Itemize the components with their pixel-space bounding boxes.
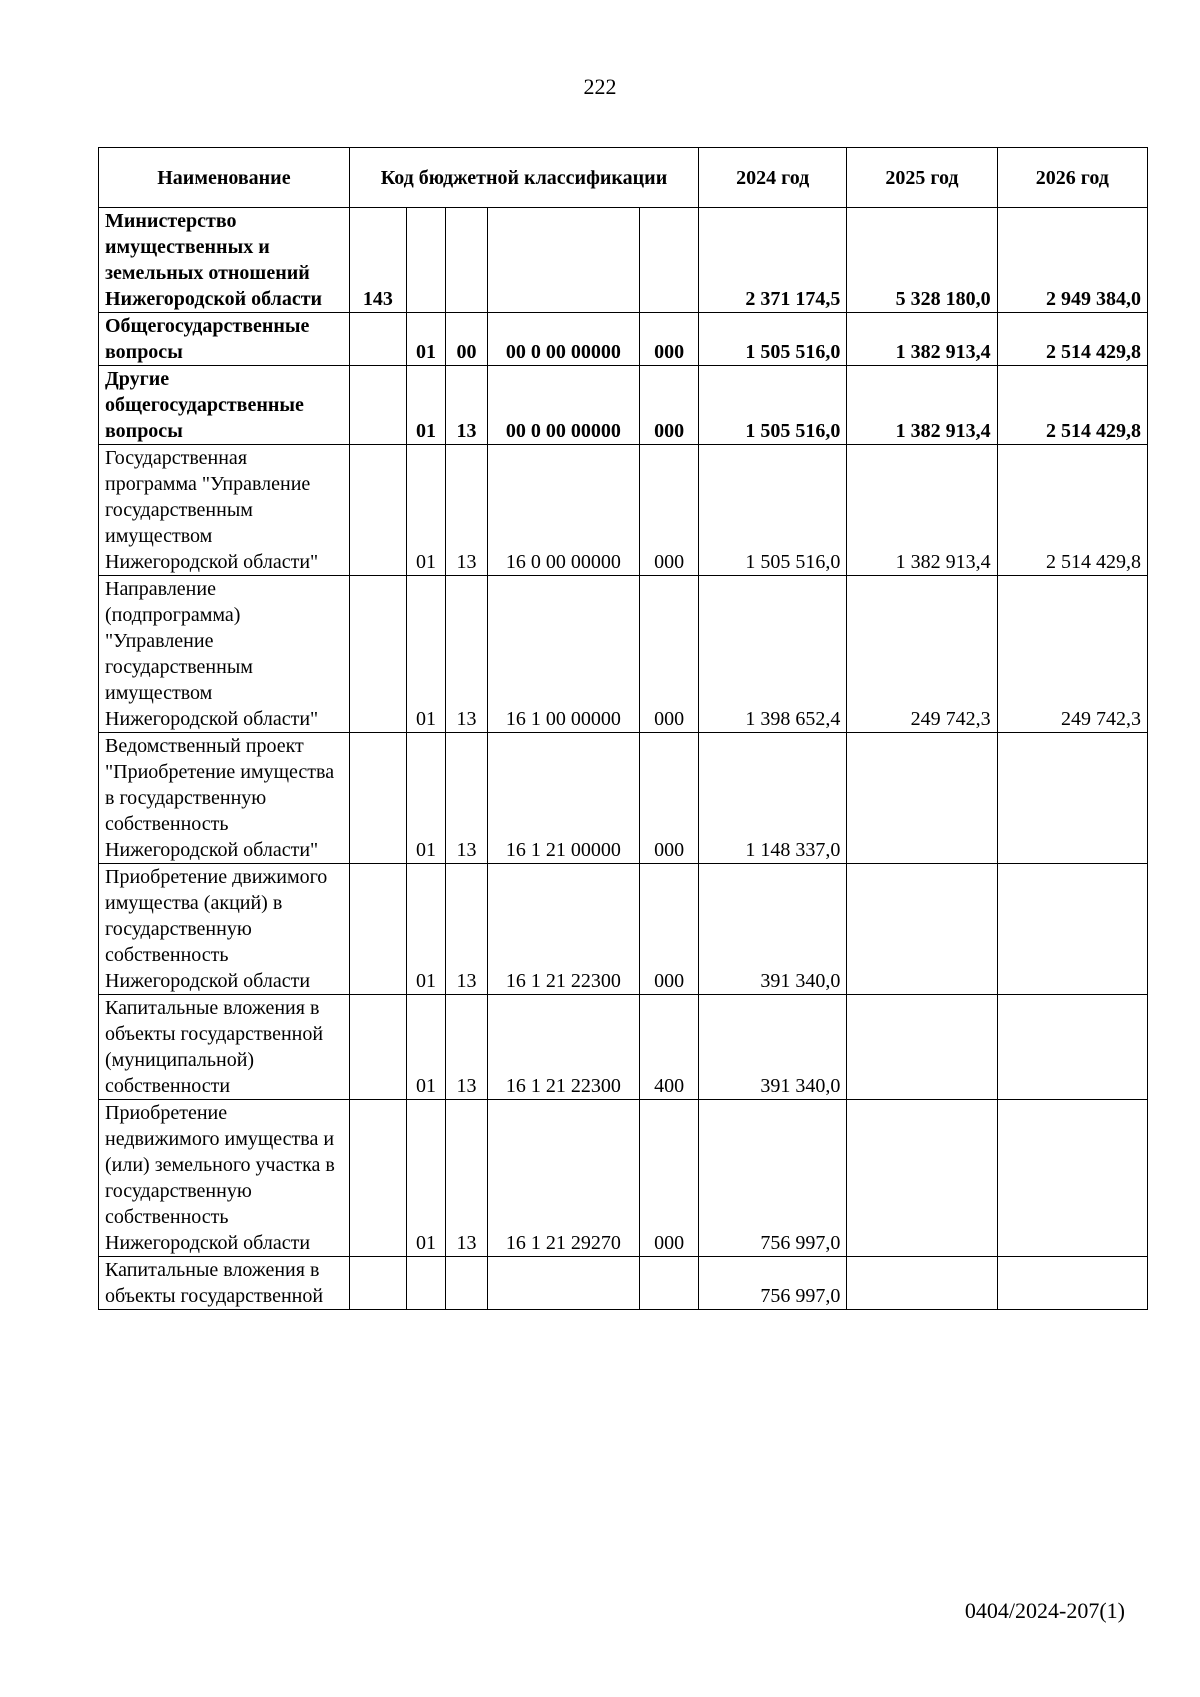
row-target-code: 00 0 00 00000: [487, 313, 639, 366]
row-2025-value: [847, 1100, 997, 1257]
row-2025-value: [847, 733, 997, 864]
header-2025: 2025 год: [847, 148, 997, 208]
row-2024-value: 1 398 652,4: [699, 576, 847, 733]
row-dept-code: [349, 864, 406, 995]
row-section: [406, 1257, 445, 1310]
table-row: [99, 576, 1148, 733]
row-section: 01: [406, 1100, 445, 1257]
row-subsection: 13: [446, 733, 487, 864]
row-2024-value: 1 505 516,0: [699, 366, 847, 445]
row-section: 01: [406, 733, 445, 864]
row-subsection: 13: [446, 864, 487, 995]
row-name: Приобретение недвижимого имущества и (или) земельного участка в государственную собственность Нижегородской области: [99, 1100, 350, 1257]
row-dept-code: [349, 313, 406, 366]
row-expense-type: 000: [640, 366, 699, 445]
row-subsection: 13: [446, 1100, 487, 1257]
row-subsection: 13: [446, 995, 487, 1100]
row-2024-value: 756 997,0: [699, 1257, 847, 1310]
row-dept-code: [349, 576, 406, 733]
row-target-code: 16 1 21 22300: [487, 864, 639, 995]
row-subsection: 13: [446, 576, 487, 733]
table-row: [99, 864, 1148, 995]
row-expense-type: 000: [640, 576, 699, 733]
table-row: [99, 445, 1148, 576]
row-section: 01: [406, 995, 445, 1100]
row-2025-value: 249 742,3: [847, 576, 997, 733]
row-target-code: 16 1 21 22300: [487, 995, 639, 1100]
row-target-code: [487, 1257, 639, 1310]
row-target-code: 16 1 00 00000: [487, 576, 639, 733]
row-expense-type: 000: [640, 445, 699, 576]
row-2025-value: [847, 1257, 997, 1310]
row-name: Направление (подпрограмма) "Управление государственным имуществом Нижегородской области": [99, 576, 350, 733]
row-dept-code: [349, 995, 406, 1100]
row-subsection: 13: [446, 366, 487, 445]
row-dept-code: [349, 1100, 406, 1257]
row-name: Капитальные вложения в объекты государственной: [99, 1257, 350, 1310]
row-section: 01: [406, 864, 445, 995]
row-2026-value: 2 514 429,8: [997, 445, 1147, 576]
row-section: 01: [406, 366, 445, 445]
row-section: 01: [406, 313, 445, 366]
row-expense-type: [640, 1257, 699, 1310]
row-2026-value: [997, 1257, 1147, 1310]
row-target-code: 16 1 21 00000: [487, 733, 639, 864]
row-2024-value: 391 340,0: [699, 864, 847, 995]
row-name: Приобретение движимого имущества (акций) в государственную собственность Нижегородской области: [99, 864, 350, 995]
table-row: [99, 1100, 1148, 1257]
row-2026-value: [997, 864, 1147, 995]
row-section: 01: [406, 576, 445, 733]
page-number: 222: [583, 74, 617, 99]
budget-table: [98, 147, 1148, 1310]
row-2025-value: 1 382 913,4: [847, 366, 997, 445]
table-row: [99, 313, 1148, 366]
row-2024-value: 1 505 516,0: [699, 445, 847, 576]
row-dept-code: [349, 1257, 406, 1310]
row-2026-value: 2 514 429,8: [997, 313, 1147, 366]
header-2026: 2026 год: [997, 148, 1147, 208]
row-expense-type: 000: [640, 733, 699, 864]
header-name: Наименование: [99, 148, 350, 208]
row-section: 01: [406, 445, 445, 576]
row-subsection: [446, 208, 487, 313]
header-2024: 2024 год: [699, 148, 847, 208]
row-2026-value: 2 949 384,0: [997, 208, 1147, 313]
row-subsection: 13: [446, 445, 487, 576]
row-dept-code: [349, 445, 406, 576]
table-row: [99, 208, 1148, 313]
row-expense-type: 000: [640, 864, 699, 995]
row-2025-value: 1 382 913,4: [847, 313, 997, 366]
row-2026-value: 249 742,3: [997, 576, 1147, 733]
row-2024-value: 2 371 174,5: [699, 208, 847, 313]
row-2025-value: 5 328 180,0: [847, 208, 997, 313]
row-target-code: 16 0 00 00000: [487, 445, 639, 576]
row-target-code: 16 1 21 29270: [487, 1100, 639, 1257]
row-name: Ведомственный проект "Приобретение имущества в государственную собственность Нижегородской области": [99, 733, 350, 864]
row-2026-value: [997, 1100, 1147, 1257]
row-2025-value: [847, 864, 997, 995]
row-name: Другие общегосударственные вопросы: [99, 366, 350, 445]
document-number: 0404/2024-207(1): [964, 1598, 1125, 1623]
row-2024-value: 1 148 337,0: [699, 733, 847, 864]
row-section: [406, 208, 445, 313]
row-2024-value: 756 997,0: [699, 1100, 847, 1257]
row-dept-code: [349, 366, 406, 445]
row-2025-value: [847, 995, 997, 1100]
row-dept-code: 143: [349, 208, 406, 313]
header-code: Код бюджетной классификации: [349, 148, 698, 208]
row-dept-code: [349, 733, 406, 864]
row-name: Государственная программа "Управление государственным имуществом Нижегородской области": [99, 445, 350, 576]
row-2024-value: 1 505 516,0: [699, 313, 847, 366]
table-row: [99, 995, 1148, 1100]
row-expense-type: 400: [640, 995, 699, 1100]
table-header-row: [99, 148, 1148, 208]
row-target-code: [487, 208, 639, 313]
row-expense-type: [640, 208, 699, 313]
row-2026-value: [997, 995, 1147, 1100]
row-target-code: 00 0 00 00000: [487, 366, 639, 445]
row-2025-value: 1 382 913,4: [847, 445, 997, 576]
row-name: Общегосударственные вопросы: [99, 313, 350, 366]
table-row: [99, 366, 1148, 445]
row-expense-type: 000: [640, 1100, 699, 1257]
row-expense-type: 000: [640, 313, 699, 366]
row-name: Министерство имущественных и земельных отношений Нижегородской области: [99, 208, 350, 313]
table-row: [99, 733, 1148, 864]
table-row: [99, 1257, 1148, 1310]
row-2026-value: 2 514 429,8: [997, 366, 1147, 445]
row-subsection: 00: [446, 313, 487, 366]
row-subsection: [446, 1257, 487, 1310]
row-name: Капитальные вложения в объекты государственной (муниципальной) собственности: [99, 995, 350, 1100]
row-2026-value: [997, 733, 1147, 864]
row-2024-value: 391 340,0: [699, 995, 847, 1100]
